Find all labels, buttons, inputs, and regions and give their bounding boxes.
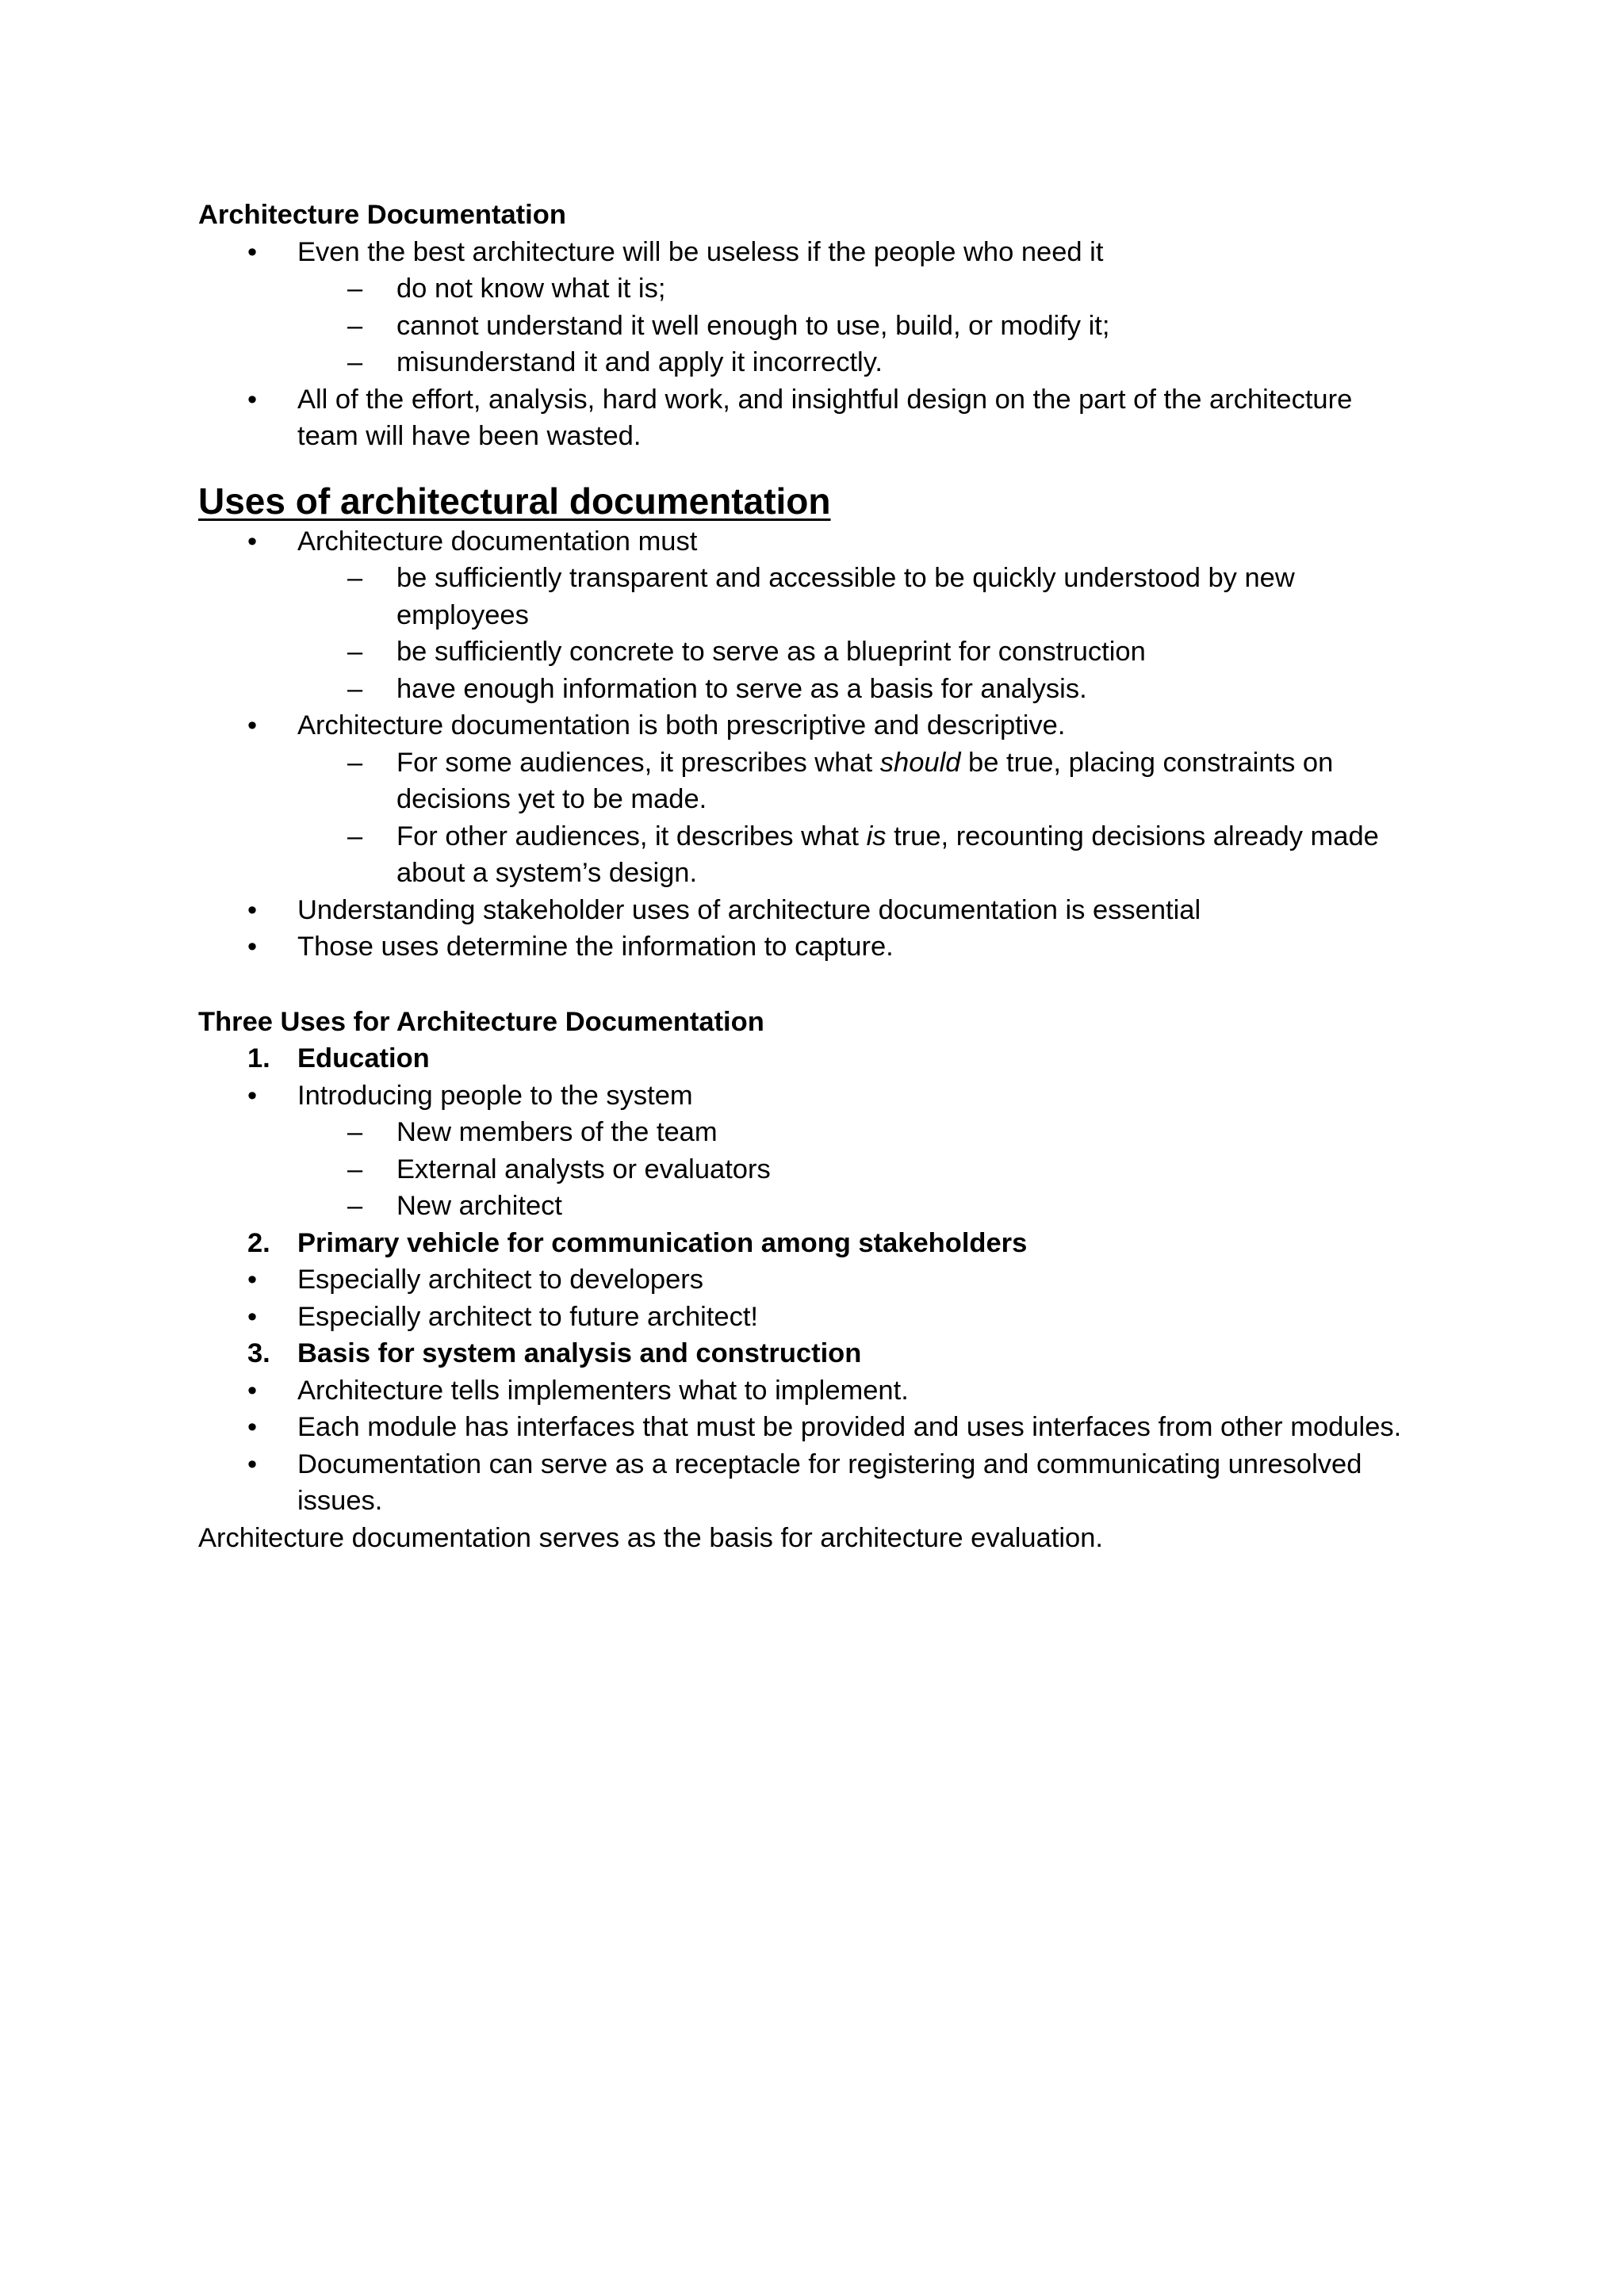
number-marker: 1. [247, 1043, 270, 1073]
dash-text: be sufficiently transparent and accessible to be quickly understood by new [396, 563, 1295, 593]
bullet-text: All of the effort, analysis, hard work, and insightful design on the part of the architecture [297, 384, 1353, 415]
bullet-text: Architecture documentation is both prescriptive and descriptive. [297, 710, 1066, 740]
dash-marker: – [347, 563, 363, 593]
number-marker: 2. [247, 1227, 270, 1258]
dash-item [198, 671, 1435, 708]
numbered-item [198, 1225, 1435, 1262]
bullet-item [198, 928, 1435, 966]
dash-item [198, 270, 1435, 308]
bullet-marker: • [247, 1375, 258, 1406]
bullet-item [198, 234, 1435, 271]
bullet-text: Understanding stakeholder uses of architecture documentation is essential [297, 894, 1201, 925]
bullet-text: Each module has interfaces that must be provided and uses interfaces from other modules. [297, 1412, 1402, 1442]
dash-text: External analysts or evaluators [396, 1154, 771, 1184]
dash-text-pre: For other audiences, it describes what [396, 821, 867, 851]
dash-item [198, 308, 1435, 345]
bullet-item [198, 381, 1435, 419]
dash-text-emphasis: is [866, 821, 887, 851]
dash-text [396, 748, 1333, 778]
bullet-text: Even the best architecture will be useless if the people who need it [297, 236, 1104, 267]
section-heading-uses: Uses of architectural documentation [198, 480, 831, 522]
bullet-text: Introducing people to the system [297, 1080, 693, 1111]
bullet-text: Especially architect to developers [297, 1265, 704, 1295]
dash-item [198, 818, 1435, 855]
dash-continuation [198, 855, 1435, 892]
dash-marker: – [347, 347, 363, 377]
bullet-item [198, 1446, 1435, 1483]
section-heading-architecture-documentation: Architecture Documentation [198, 200, 566, 230]
dash-text-post: true, recounting decisions already made [886, 821, 1379, 851]
dash-item [198, 1188, 1435, 1225]
bullet-marker: • [247, 932, 258, 962]
numbered-text: Education [297, 1043, 430, 1073]
dash-text: employees [396, 599, 529, 630]
numbered-text: Basis for system analysis and construction [297, 1338, 862, 1368]
dash-text-pre: For some audiences, it prescribes what [396, 747, 880, 778]
dash-item [198, 633, 1435, 671]
bullet-marker: • [247, 894, 258, 925]
dash-marker: – [347, 747, 363, 778]
numbered-item [198, 1040, 1435, 1077]
bullet-marker: • [247, 526, 258, 557]
closing-paragraph: Architecture documentation serves as the basis for architecture evaluation. [198, 1522, 1104, 1553]
bullet-text: issues. [297, 1486, 383, 1516]
bullet-text: Architecture documentation must [297, 526, 698, 557]
bullet-item [198, 707, 1435, 744]
dash-text: have enough information to serve as a basis for analysis. [396, 673, 1087, 704]
bullet-item [198, 1077, 1435, 1115]
bullet-item [198, 1299, 1435, 1336]
dash-marker: – [347, 1191, 363, 1221]
dash-text [396, 821, 1379, 851]
bullet-continuation [198, 1483, 1435, 1520]
bullet-marker: • [247, 710, 258, 740]
dash-marker: – [347, 1154, 363, 1184]
dash-text: cannot understand it well enough to use, build, or modify it; [396, 310, 1110, 341]
dash-text: about a system’s design. [396, 858, 698, 888]
bullet-text: Documentation can serve as a receptacle for registering and communicating unresolved [297, 1448, 1362, 1479]
spacer [198, 966, 1435, 1004]
bullet-marker: • [247, 1301, 258, 1332]
bullet-item [198, 892, 1435, 929]
dash-marker: – [347, 821, 363, 851]
dash-continuation [198, 597, 1435, 634]
bullet-text: Especially architect to future architect! [297, 1301, 759, 1332]
dash-marker: – [347, 274, 363, 304]
numbered-text: Primary vehicle for communication among stakeholders [297, 1227, 1028, 1258]
bullet-text: Architecture tells implementers what to implement. [297, 1375, 909, 1406]
dash-text-emphasis: should [879, 747, 961, 778]
dash-item [198, 344, 1435, 381]
dash-text: do not know what it is; [396, 274, 666, 304]
bullet-item [198, 1409, 1435, 1446]
numbered-item [198, 1335, 1435, 1372]
bullet-text: team will have been wasted. [297, 421, 642, 451]
dash-text: misunderstand it and apply it incorrectly. [396, 347, 883, 377]
dash-item [198, 744, 1435, 782]
dash-text: New architect [396, 1191, 562, 1221]
bullet-item [198, 523, 1435, 561]
number-marker: 3. [247, 1338, 270, 1368]
dash-marker: – [347, 1117, 363, 1147]
dash-text: New members of the team [396, 1117, 718, 1147]
spacer [198, 455, 1435, 479]
dash-text-post: be true, placing constraints on [960, 747, 1334, 778]
bullet-marker: • [247, 1412, 258, 1442]
dash-marker: – [347, 637, 363, 667]
dash-item [198, 560, 1435, 597]
bullet-continuation [198, 418, 1435, 455]
bullet-marker: • [247, 384, 258, 415]
bullet-marker: • [247, 1265, 258, 1295]
dash-marker: – [347, 310, 363, 341]
dash-text: be sufficiently concrete to serve as a blueprint for construction [396, 637, 1146, 667]
document-page [198, 197, 1435, 1556]
dash-item [198, 1151, 1435, 1188]
section-heading-three-uses: Three Uses for Architecture Documentation [198, 1006, 764, 1037]
bullet-item [198, 1261, 1435, 1299]
dash-marker: – [347, 673, 363, 704]
bullet-marker: • [247, 236, 258, 267]
bullet-text: Those uses determine the information to capture. [297, 932, 894, 962]
bullet-item [198, 1372, 1435, 1410]
bullet-marker: • [247, 1448, 258, 1479]
bullet-marker: • [247, 1080, 258, 1111]
dash-item [198, 1114, 1435, 1151]
dash-text: decisions yet to be made. [396, 784, 707, 814]
dash-continuation [198, 781, 1435, 818]
